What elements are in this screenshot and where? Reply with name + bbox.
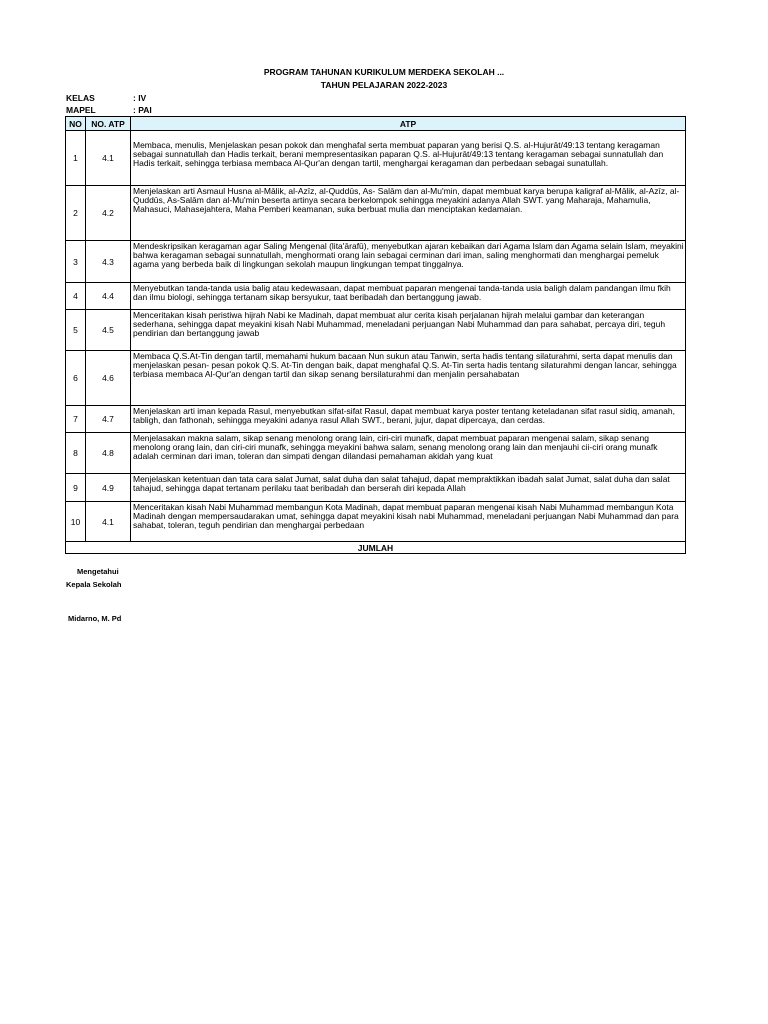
row-no: 7 — [66, 406, 86, 433]
row-no-atp: 4.1 — [86, 131, 131, 186]
row-no-atp: 4.2 — [86, 186, 131, 241]
row-no-atp: 4.7 — [86, 406, 131, 433]
row-no-atp: 4.6 — [86, 351, 131, 406]
row-atp: Menjelaskan arti Asmaul Husna al-Mālik, al-Azīz, al-Quddūs, As- Salām dan al-Mu'min, dapat membuat karya berupa kaligraf al-Mālik, al-Azīz, al-Quddūs, As-Salām dan al-Mu'min beserta artinya secara berkelompok sehingga meyakini adanya Allah SWT. yang Maharaja, Mahamulia, Mahasuci, Mahasejahtera, Maha Pemberi keamanan, suka berbuat mulia dan menciptakan kedamaian. — [131, 186, 686, 241]
table-row — [66, 351, 686, 406]
signature-name: Midarno, M. Pd — [68, 614, 122, 623]
row-no: 5 — [66, 310, 86, 351]
row-no-atp: 4.4 — [86, 283, 131, 310]
row-atp: Menjelaskan arti iman kepada Rasul, menyebutkan sifat-sifat Rasul, dapat membuat karya poster tentang keteladanan sifat rasul sidiq, amanah, tabligh, dan fathonah, sehingga meyakini adanya rasul Allah SWT., berani, jujur, dapat dipercaya, dan cerdas. — [131, 406, 686, 433]
table-row — [66, 241, 686, 283]
total-row — [66, 542, 686, 554]
row-atp: Menceritakan kisah Nabi Muhammad membangun Kota Madinah, dapat membuat paparan mengenai kisah Nabi Muhammad membangun Kota Madinah dengan mempersaudarakan umat, sehingga dapat meyakini kisah nabi Muhammad, meneladani perjuangan Nabi Muhammad dan para sahabat, toleran, teguh pendirian dan menghargai perbedaan — [131, 502, 686, 542]
row-atp: Menceritakan kisah peristiwa hijrah Nabi ke Madinah, dapat membuat alur cerita kisah perjalanan hijrah melalui gambar dan keterangan sederhana, sehingga dapat meyakini kisah Nabi Muhammad, meneladani perjuangan Nabi Muhammad dan para sahabat, percaya diri, teguh pendirian dan bertanggung jawab — [131, 310, 686, 351]
table-row — [66, 186, 686, 241]
header-atp: ATP — [131, 117, 686, 131]
table-row — [66, 474, 686, 502]
academic-year: TAHUN PELAJARAN 2022-2023 — [320, 80, 448, 90]
mapel-label: MAPEL — [66, 105, 96, 115]
row-no: 2 — [66, 186, 86, 241]
row-atp: Menjelasakan makna salam, sikap senang menolong orang lain, ciri-ciri munafk, dapat membuat paparan mengenai salam, sikap senang menolong orang lain, dan ciri-ciri munafk, sehingga meyakini bahwa salam, senang menolong orang lain dan menjauhi cii-ciri orang munafk adalah cerminan dari iman, toleran dan simpati dengan dilandasi pemahaman akidah yang kuat — [131, 433, 686, 474]
row-no: 8 — [66, 433, 86, 474]
table-row — [66, 283, 686, 310]
signature-acknowledged: Mengetahui — [77, 567, 119, 576]
atp-table — [65, 116, 686, 554]
row-no: 3 — [66, 241, 86, 283]
signature-position: Kepala Sekolah — [66, 580, 122, 589]
table-header-row — [66, 117, 686, 131]
row-atp: Membaca, menulis, Menjelaskan pesan pokok dan menghafal serta membuat paparan yang berisi Q.S. al-Hujurāt/49:13 tentang keragaman sebagai sunnatullah dan Hadis terkait, berani mempresentasikan paparan Q.S. al-Hujurāt/49:13 tentang keragaman sebagai sunnatullah dan Hadis terkait, sehingga terbiasa membaca Al-Qur'an dengan tartil, menghargai keragaman dan perbedaan sebagai sunatullah. — [131, 131, 686, 186]
row-atp: Mendeskripsikan keragaman agar Saling Mengenal (lita'ārafū), menyebutkan ajaran kebaikan dari Agama Islam dan Agama selain Islam, meyakini bahwa keragaman sebagai sunnatullah, menghormati orang lain sebagai cerminan dari iman, saling menghormati dan menghargai pemeluk agama yang berbeda baik di lingkungan sekolah maupun lingkungan tempat tinggalnya. — [131, 241, 686, 283]
row-no-atp: 4.8 — [86, 433, 131, 474]
row-no: 6 — [66, 351, 86, 406]
row-no-atp: 4.3 — [86, 241, 131, 283]
document-title: PROGRAM TAHUNAN KURIKULUM MERDEKA SEKOLAH ... — [263, 67, 505, 77]
row-no: 10 — [66, 502, 86, 542]
row-no: 4 — [66, 283, 86, 310]
row-no: 9 — [66, 474, 86, 502]
table-row — [66, 406, 686, 433]
header-no-atp: NO. ATP — [86, 117, 131, 131]
table-row — [66, 131, 686, 186]
header-no: NO — [66, 117, 86, 131]
mapel-row — [66, 105, 152, 115]
row-no: 1 — [66, 131, 86, 186]
row-no-atp: 4.9 — [86, 474, 131, 502]
kelas-label: KELAS — [66, 93, 95, 103]
mapel-value: : PAI — [133, 105, 152, 115]
table-row — [66, 502, 686, 542]
kelas-value: : IV — [133, 93, 147, 103]
row-no-atp: 4.1 — [86, 502, 131, 542]
row-atp: Membaca Q.S.At-Tin dengan tartil, memahami hukum bacaan Nun sukun atau Tanwin, serta hadis tentang silaturahmi, serta dapat menulis dan menjelaskan pesan- pesan pokok Q.S. At-Tin dengan baik, dapat menghafal Q.S. At-Tin serta hadis tentang silaturahmi dengan lancar, sehingga terbiasa membaca Al-Qur'an dengan tartil dan sikap senang bersilaturahmi dan menjalin persahabatan — [131, 351, 686, 406]
row-atp: Menjelaskan ketentuan dan tata cara salat Jumat, salat duha dan salat tahajud, dapat mempraktikkan ibadah salat Jumat, salat duha dan salat tahajud, sehingga dapat tertanam perilaku taat beribadah dan berserah diri kepada Allah — [131, 474, 686, 502]
table-row — [66, 310, 686, 351]
kelas-row — [66, 93, 146, 103]
table-row — [66, 433, 686, 474]
row-atp: Menyebutkan tanda-tanda usia balig atau kedewasaan, dapat membuat paparan mengenai tanda-tanda usia baligh dalam pandangan ilmu fkih dan ilmu biologi, sehingga tertanam sikap bersyukur, taat beribadah dan bertanggung jawab. — [131, 283, 686, 310]
total-label: JUMLAH — [66, 542, 686, 554]
row-no-atp: 4.5 — [86, 310, 131, 351]
